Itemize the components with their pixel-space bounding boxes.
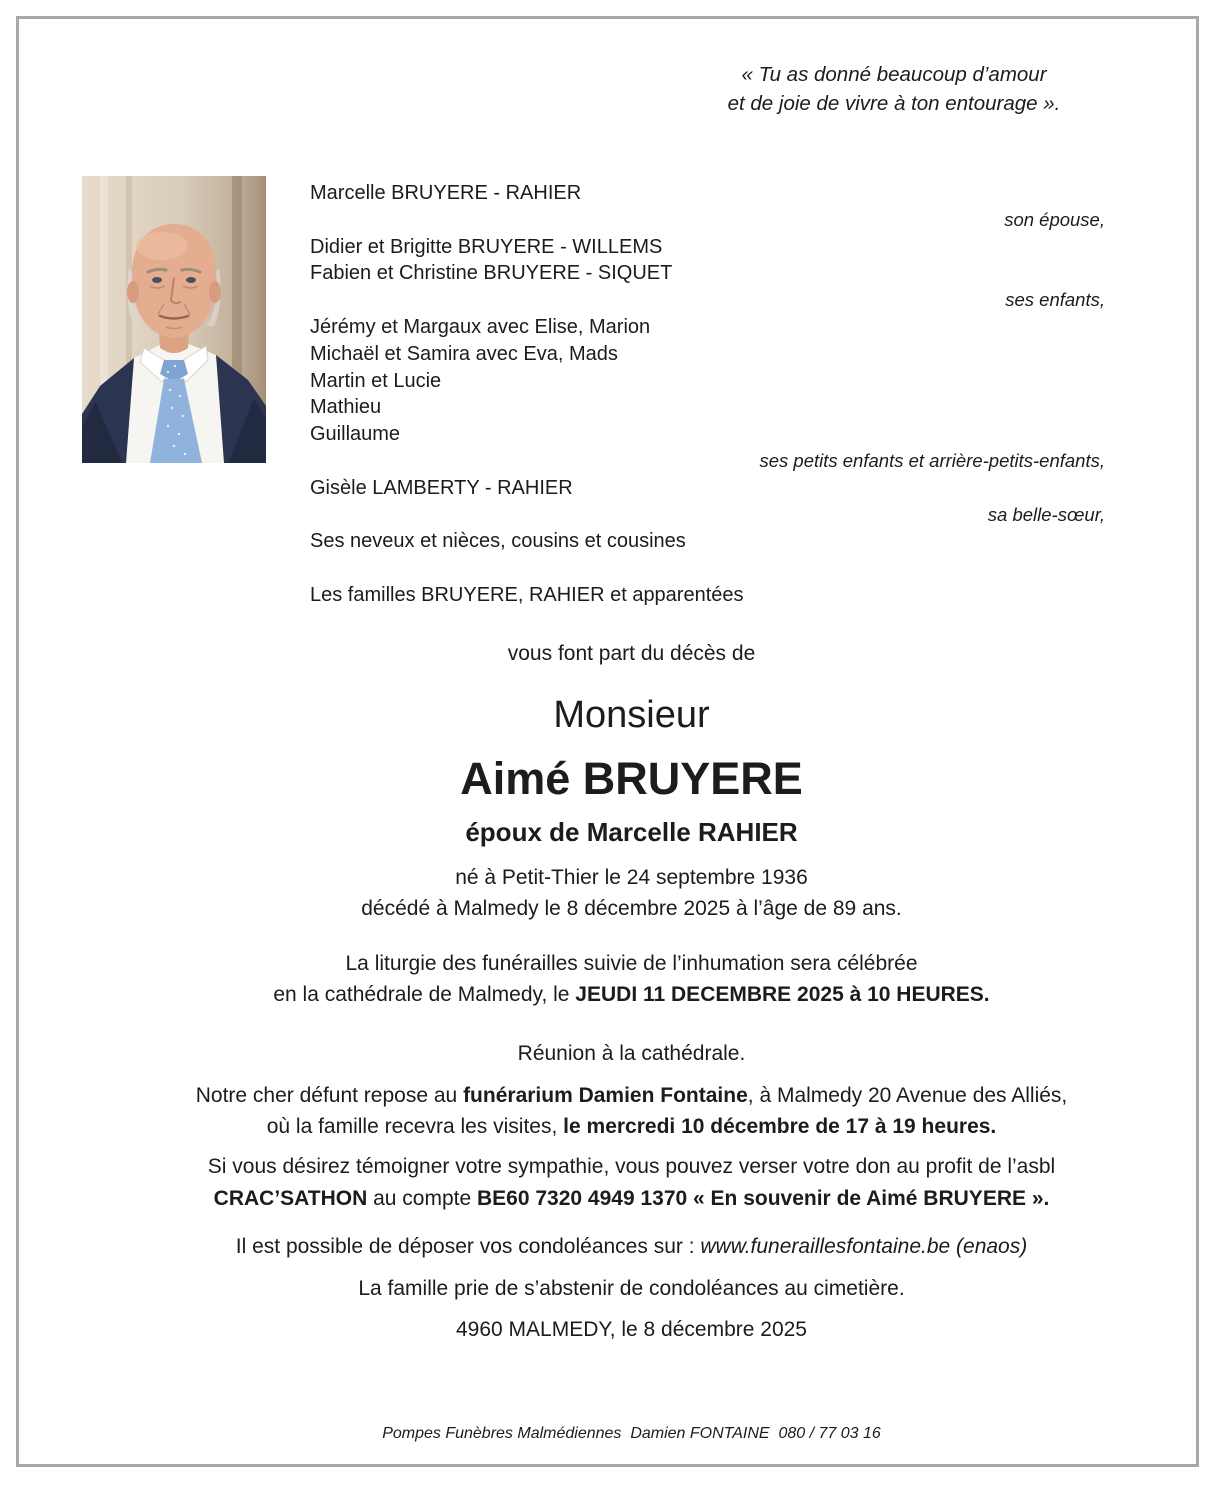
relation-label: son épouse,: [1004, 208, 1105, 230]
ceremony-line2: [64, 981, 1199, 1008]
family-member-name: Fabien et Christine BRUYERE - SIQUET: [310, 262, 673, 285]
deceased-civility: Monsieur: [553, 694, 710, 736]
visitation-line2-prefix: où la famille recevra les visites,: [266, 1115, 564, 1138]
family-member-name: Michaël et Samira avec Eva, Mads: [310, 342, 618, 365]
visitation-date-time: le mercredi 10 décembre de 17 à 19 heures.: [563, 1115, 997, 1138]
place-dateline: 4960 MALMEDY, le 8 décembre 2025: [456, 1318, 807, 1341]
ceremony-date-time: JEUDI 11 DECEMBRE 2025 à 10 HEURES.: [575, 983, 990, 1006]
ceremony-line2-prefix: en la cathédrale de Malmedy, le: [273, 983, 576, 1006]
donation-line2-mid: au compte: [367, 1187, 477, 1210]
charity-name: CRAC’SATHON: [213, 1187, 368, 1210]
condolences-website: www.funeraillesfontaine.be (enaos): [700, 1235, 1028, 1258]
bank-account: BE60 7320 4949 1370 « En souvenir de Aimé BRUYERE ».: [477, 1187, 1050, 1210]
ceremony-line1: La liturgie des funérailles suivie de l’inhumation sera célébrée: [345, 952, 918, 975]
family-member-name: Didier et Brigitte BRUYERE - WILLEMS: [310, 235, 663, 258]
family-member-name: Martin et Lucie: [310, 369, 442, 392]
donation-line1: Si vous désirez témoigner votre sympathie, vous pouvez verser votre don au profit de l’asbl: [207, 1155, 1056, 1178]
visitation-line1-prefix: Notre cher défunt repose au: [195, 1084, 464, 1107]
family-member-name: Gisèle LAMBERTY - RAHIER: [310, 476, 573, 499]
spacer: [310, 555, 1105, 582]
portrait-photo: [82, 176, 266, 463]
family-member-name: Ses neveux et nièces, cousins et cousines: [310, 530, 686, 553]
relation-label: ses petits enfants et arrière-petits-enfants,: [759, 449, 1105, 471]
funeral-home-name: funérarium Damien Fontaine: [463, 1084, 748, 1107]
family-member-name: Mathieu: [310, 396, 382, 419]
cemetery-condolences-note: La famille prie de s’abstenir de condoléances au cimetière.: [358, 1277, 905, 1300]
online-condolences-line: [64, 1233, 1199, 1260]
relation-label: ses enfants,: [1005, 289, 1105, 311]
funeral-home-footer: Pompes Funèbres Malmédiennes Damien FONTAINE 080 / 77 03 16: [382, 1425, 881, 1442]
birth-info: né à Petit-Thier le 24 septembre 1936: [455, 866, 808, 889]
deceased-relation: époux de Marcelle RAHIER: [465, 817, 798, 847]
family-member-name: Marcelle BRUYERE - RAHIER: [310, 182, 582, 204]
memorial-quote: [664, 60, 1124, 118]
memorial-quote-line1: « Tu as donné beaucoup d’amour: [741, 63, 1047, 86]
deceased-name: Aimé BRUYERE: [460, 753, 803, 804]
online-condolences-prefix: Il est possible de déposer vos condoléances sur :: [235, 1235, 701, 1258]
announcement-intro: vous font part du décès de: [507, 642, 756, 665]
donation-line2: [64, 1185, 1199, 1212]
visitation-line1: [64, 1082, 1199, 1109]
family-list: [310, 180, 1105, 609]
visitation-line2: [64, 1113, 1199, 1140]
memorial-quote-line2: et de joie de vivre à ton entourage ».: [727, 92, 1061, 115]
relation-label: sa belle-sœur,: [987, 503, 1105, 525]
family-member-name: Guillaume: [310, 423, 401, 446]
meeting-info: Réunion à la cathédrale.: [517, 1042, 746, 1065]
family-member-name: Jérémy et Margaux avec Elise, Marion: [310, 315, 651, 338]
family-member-name: Les familles BRUYERE, RAHIER et apparentées: [310, 583, 744, 606]
visitation-line1-suffix: , à Malmedy 20 Avenue des Alliés,: [747, 1084, 1068, 1107]
death-info: décédé à Malmedy le 8 décembre 2025 à l’âge de 89 ans.: [361, 897, 902, 920]
